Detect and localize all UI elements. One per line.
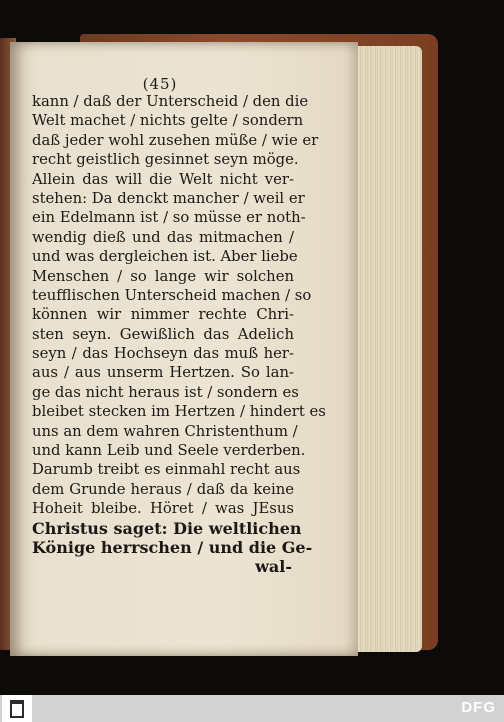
- text-line: und was dergleichen ist. Aber liebe: [32, 248, 298, 266]
- text-line: Hoheit bleibe. Höret / was JEsus: [32, 500, 294, 518]
- text-line: Könige herrschen / und die Ge-: [32, 537, 313, 557]
- viewer-footer: [0, 695, 504, 722]
- text-line: daß jeder wohl zusehen müße / wie er: [32, 131, 319, 149]
- library-mark-icon: [10, 700, 24, 718]
- text-line: Darumb treibt es einmahl recht aus: [32, 461, 301, 479]
- text-line: kann / daß der Unterscheid / den die: [32, 93, 309, 110]
- text-line: Menschen / so lange wir solchen: [32, 267, 294, 285]
- text-line: Allein das will die Welt nicht ver-: [32, 170, 294, 188]
- text-line: uns an dem wahren Christenthum /: [32, 422, 298, 440]
- text-line: ein Edelmann ist / so müsse er noth-: [32, 209, 306, 227]
- text-line: dem Grunde heraus / daß da keine: [32, 480, 294, 498]
- text-line: aus / aus unserm Hertzen. So lan-: [32, 364, 294, 382]
- page-number: (45): [142, 75, 178, 93]
- text-line: Welt machet / nichts gelte / sondern: [32, 112, 304, 130]
- page-text: [32, 92, 326, 577]
- text-line: sten seyn. Gewißlich das Adelich: [32, 325, 294, 343]
- text-line: ge das nicht heraus ist / sondern es: [32, 383, 299, 401]
- text-line: seyn / das Hochseyn das muß her-: [32, 345, 294, 363]
- text-line: wendig dieß und das mitmachen /: [32, 228, 294, 246]
- text-line: teufflischen Unterscheid machen / so: [32, 286, 312, 304]
- text-line: können wir nimmer rechte Chri-: [32, 306, 294, 324]
- text-line: und kann Leib und Seele verderben.: [32, 442, 306, 460]
- catchword: wal-: [255, 557, 292, 577]
- dfg-logo[interactable]: DFG: [461, 699, 496, 716]
- text-line: bleibet stecken im Hertzen / hindert es: [32, 403, 326, 421]
- text-line: recht geistlich gesinnet seyn möge.: [32, 151, 299, 169]
- text-line: stehen: Da denckt mancher / weil er: [32, 189, 305, 207]
- library-logo-icon[interactable]: [2, 695, 32, 722]
- text-line: Christus saget: Die weltlichen: [32, 518, 302, 538]
